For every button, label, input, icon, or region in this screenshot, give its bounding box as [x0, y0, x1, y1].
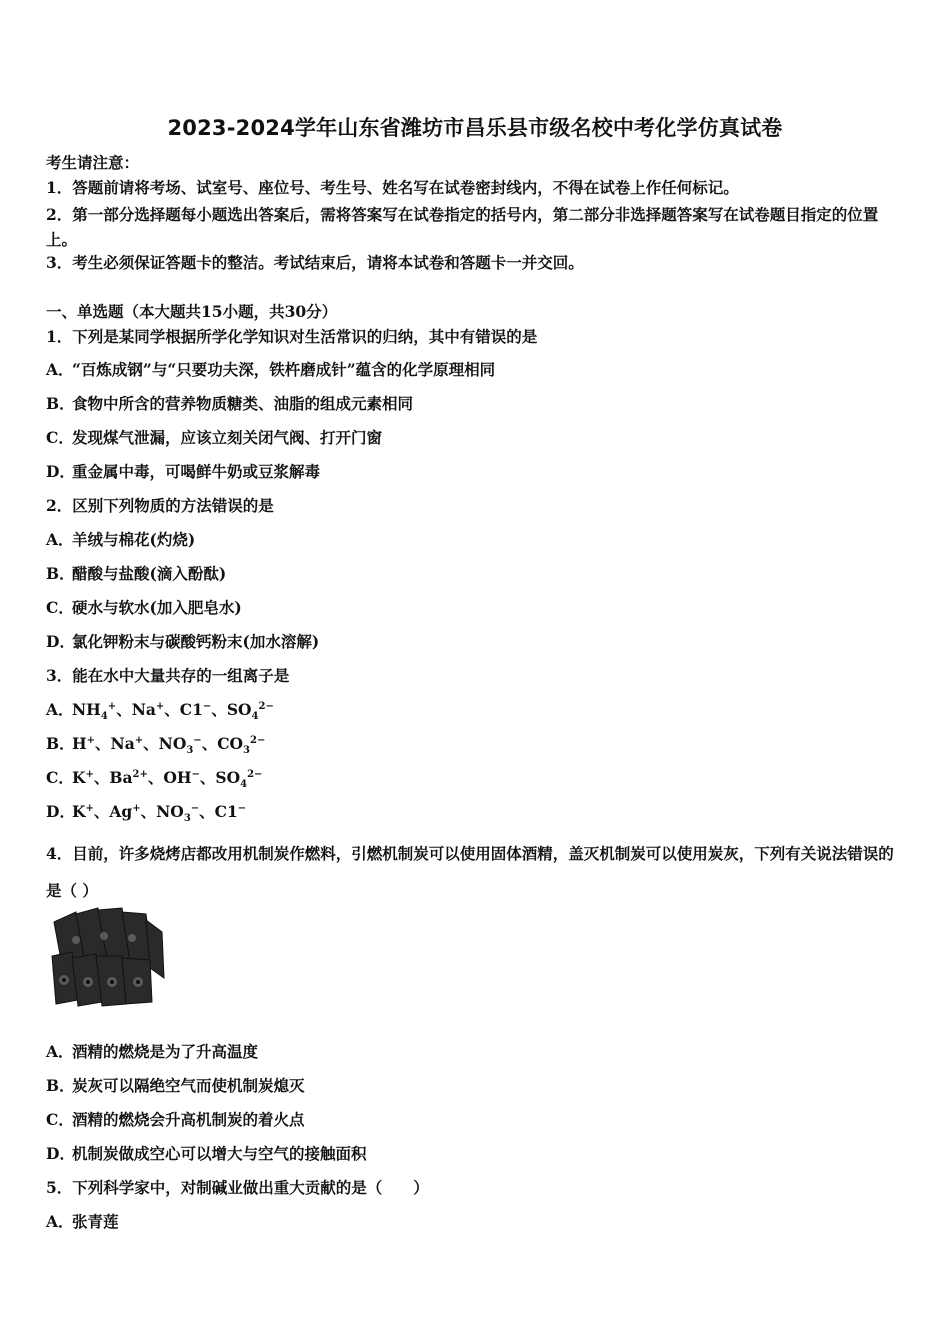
question-stem: 5．下列科学家中，对制碱业做出重大贡献的是（ ）	[46, 1178, 429, 1197]
charcoal-image	[46, 904, 166, 1012]
question-stem: 2．区别下列物质的方法错误的是	[46, 496, 274, 515]
ion-text: 、SO	[199, 768, 241, 787]
ion-text: 、NO	[140, 802, 184, 821]
ion-text: 、Ba	[93, 768, 133, 787]
ion-text: NH	[72, 700, 101, 719]
question-stem: 1．下列是某同学根据所学化学知识对生活常识的归纳，其中有错误的是	[46, 327, 538, 346]
ion-sup: −	[202, 700, 212, 712]
question-option	[46, 461, 320, 483]
ion-sup: 2−	[258, 700, 274, 712]
ion-text: 、SO	[211, 700, 252, 719]
option-letter: B．	[46, 734, 75, 753]
option-letter: B．	[46, 394, 75, 413]
ion-sup: +	[85, 768, 94, 780]
page-title: 2023-2024学年山东省潍坊市昌乐县市级名校中考化学仿真试卷	[167, 116, 783, 140]
option-letter: A．	[46, 360, 74, 379]
notice-heading: 考生请注意：	[46, 153, 140, 172]
ion-sup: −	[190, 802, 200, 814]
option-letter: A．	[46, 1212, 74, 1231]
option-letter: A．	[46, 700, 74, 719]
option-text: 机制炭做成空心可以增大与空气的接触面积	[72, 1144, 367, 1163]
option-letter: C．	[46, 1110, 74, 1129]
ion-text: 、C1	[199, 802, 238, 821]
ion-sub: 4	[251, 711, 259, 723]
option-letter: D．	[46, 462, 75, 481]
ion-text: K	[72, 768, 86, 787]
option-text: 炭灰可以隔绝空气而使机制炭熄灭	[72, 1076, 305, 1095]
question-option	[46, 1143, 367, 1165]
question-option	[46, 597, 242, 619]
ion-sup: +	[107, 700, 117, 712]
ion-sup: +	[155, 700, 165, 712]
option-text: 食物中所含的营养物质糖类、油脂的组成元素相同	[72, 394, 414, 413]
question-stem: 3．能在水中大量共存的一组离子是	[46, 666, 290, 685]
option-letter: D．	[46, 632, 75, 651]
ion-text: 、C1	[164, 700, 203, 719]
option-letter: B．	[46, 564, 75, 583]
option-letter: C．	[46, 598, 74, 617]
ion-text: 、CO	[201, 734, 244, 753]
option-letter: C．	[46, 428, 74, 447]
option-letter: C．	[46, 768, 74, 787]
ion-sup: 2−	[250, 734, 266, 746]
ion-sup: 2−	[247, 768, 263, 780]
ion-sub: 3	[243, 745, 250, 757]
ion-text: H	[72, 734, 87, 753]
question-option	[46, 359, 495, 381]
question-option	[46, 733, 265, 755]
option-text: “百炼成钢”与“只要功夫深，铁杵磨成针”蕴含的化学原理相同	[72, 360, 496, 379]
question-stem: 4．目前，许多烧烤店都改用机制炭作燃料，引燃机制炭可以使用固体酒精，盖灭机制炭可以使用炭灰，下列有关说法错误的是（ ）	[46, 844, 894, 900]
ion-sub: 4	[240, 779, 248, 791]
question-option	[46, 427, 382, 449]
ion-sup: +	[132, 802, 141, 814]
option-letter: A．	[46, 1042, 74, 1061]
option-text: 发现煤气泄漏，应该立刻关闭气阀、打开门窗	[72, 428, 383, 447]
question-option	[46, 563, 226, 585]
ion-text: 、Na	[116, 700, 156, 719]
ion-text: 、Na	[95, 734, 135, 753]
question-option	[46, 393, 413, 415]
option-text: 重金属中毒，可喝鲜牛奶或豆浆解毒	[72, 462, 321, 481]
option-text: 酒精的燃烧是为了升高温度	[72, 1042, 259, 1061]
notice-item: 2．第一部分选择题每小题选出答案后，需将答案写在试卷指定的括号内，第二部分非选择题答案写在试卷题目指定的位置上。	[46, 205, 879, 249]
question-option	[46, 699, 274, 721]
ion-text: 、OH	[147, 768, 192, 787]
question-option	[46, 801, 246, 823]
question-option	[46, 1109, 305, 1131]
question-option	[46, 529, 195, 551]
question-option	[46, 1075, 305, 1097]
option-text: 羊绒与棉花(灼烧)	[72, 530, 196, 549]
question-option	[46, 1041, 258, 1063]
section-heading: 一、单选题（本大题共15小题，共30分）	[46, 302, 338, 321]
ion-sub: 4	[100, 711, 108, 723]
ion-sup: 2+	[132, 768, 148, 780]
ion-sub: 3	[186, 745, 194, 757]
option-text: 酒精的燃烧会升高机制炭的着火点	[72, 1110, 305, 1129]
ion-sup: −	[193, 734, 202, 746]
ion-text: 、Ag	[93, 802, 133, 821]
notice-item: 1．答题前请将考场、试室号、座位号、考生号、姓名写在试卷密封线内，不得在试卷上作任何标记。	[46, 178, 739, 197]
option-text: 硬水与软水(加入肥皂水)	[72, 598, 242, 617]
ion-sub: 3	[183, 813, 191, 825]
option-text: 氯化钾粉末与碳酸钙粉末(加水溶解)	[72, 632, 320, 651]
ion-sup: −	[237, 802, 247, 814]
question-option	[46, 631, 319, 653]
ion-sup: +	[134, 734, 144, 746]
ion-sup: +	[85, 802, 94, 814]
ion-sup: −	[191, 768, 200, 780]
ion-text: K	[72, 802, 86, 821]
ion-text: 、NO	[143, 734, 187, 753]
option-text: 张青莲	[72, 1212, 119, 1231]
option-letter: D．	[46, 802, 75, 821]
option-letter: B．	[46, 1076, 75, 1095]
notice-item: 3．考生必须保证答题卡的整洁。考试结束后，请将本试卷和答题卡一并交回。	[46, 253, 584, 272]
question-option	[46, 1211, 119, 1233]
option-letter: A．	[46, 530, 74, 549]
option-text: 醋酸与盐酸(滴入酚酞)	[72, 564, 227, 583]
question-option	[46, 767, 262, 789]
option-letter: D．	[46, 1144, 75, 1163]
ion-sup: +	[86, 734, 96, 746]
